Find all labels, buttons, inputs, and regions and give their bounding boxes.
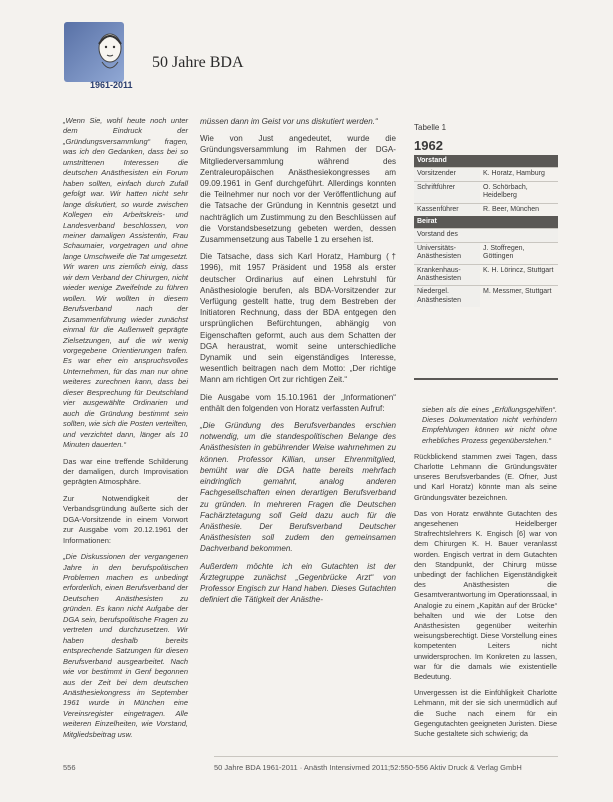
bda-anniversary-logo (64, 22, 154, 94)
quote-paragraph: Außerdem möchte ich ein Gutachten ist der Ärztegruppe zunächst „Gegenbrücke Arzt“ von Professor Engisch zur Hand haben. Dieses Gutachten definiert die Tätigkeit der Anästhe- (200, 561, 396, 605)
text-column-3 (414, 405, 557, 745)
footer-citation: 50 Jahre BDA 1961-2011 · Anästh Intensivmed 2011;52:550-556 Aktiv Druck & Verlag GmbH (214, 763, 522, 772)
quote-paragraph: „Wenn Sie, wohl heute noch unter dem Eindruck der „Gründungsversammlung“ fragen, was ich den Gedanken, dass bei so umstrittenen Interessen die deutschen Anästhesisten ein Forum haben sollten, einfach durch Zufall gefolgt war. Wir hatten nicht sehr lange diskutiert, so wurde zwischen Kollegen ein Arbeitskreis- und Landesverband beschlossen, von meiner damaligen Assistentin, Frau Schaumaier, vorgetragen und ohne lange Umschweife die Tat umgesetzt. Wir waren uns ziemlich einig, dass wir dem Verband der Chirurgen, nicht wieder wenige Zweifelnde zu führen wollen. Wir wollten in diesem Berufsverband nach der Zusammenführung wieder zunächst einmal für die Außenwelt geprägte Zielsetzungen, auf die wir wenig vorgegebene Orientierungen trafen. Es war eher ein anspruchsvolles Unternehmen, für das man nur ohne weiteres zurechnen kann, dass bei dieser Besprechung für Deutschland vier ausgewählte Ordinarien und auch die Gründung bestimmt sein sollten, wie sich die Posten verteilten, und verzichtet dann, länger als 10 Minuten dauerten.“ (63, 116, 188, 450)
quote-paragraph: sieben als die eines „Erfüllungsgehilfen“. Dieses Dokumentation nicht verhindern Empfehlungen können wir nicht ohne erhebliches Prozess gegenüberstehen.“ (422, 405, 557, 445)
text-column-2 (200, 116, 396, 611)
body-paragraph: Die Ausgabe vom 15.10.1961 der „Informationen“ enthält den folgenden von Horatz verfassten Aufruf: (200, 392, 396, 413)
quote-paragraph: „Die Gründung des Berufsverbandes erschien notwendig, um die standespolitischen Belange des Anästhesisten in gebührender Weise wahrnehmen zu können. Professor Killian, unser Ehrenmitglied, bemüht war die DGA hatte bereits mehrfach eindringlich gemahnt, analog anderen Fachgesellschaften einen derartigen Berufsverband zu gründen. In mehreren Fragen die Deutschen Fachärztetagung soll Geld dazu auch für die Anästhesie. Der Berufsverband Deutscher Anästhesisten soll zudem den gemeinsamen Dachverband bekommen. (200, 421, 396, 554)
table-row: Schriftführer O. Schörbach, Heidelberg (414, 181, 558, 203)
body-paragraph: Rückblickend stammen zwei Tagen, dass Charlotte Lehmann die Gründungsväter unseres Berufsverbandes (E. Ofner, Just und Karl Horatz) könnte man als seine Gründungsväter bezeichnen. (414, 451, 557, 502)
table-bottom-rule (414, 378, 558, 380)
footer-rule (214, 756, 558, 757)
table-year: 1962 (414, 138, 443, 153)
table-section-header: Beirat (414, 216, 558, 229)
body-paragraph: Das war eine treffende Schilderung der damaligen, durch Improvisation geprägten Atmosphäre. (63, 456, 188, 487)
body-paragraph: Die Tatsache, dass sich Karl Horatz, Hamburg († 1996), mit 1957 Präsident und 1958 als erster deutscher Ordinarius auf einen Lehrstuhl für Anästhesiologie berufen, als BDA-Vorsitzender zur Verfügung gestellt hatte, trug dem Bestreben der Initiatoren Rechnung, dass der BDA entgegen den ursprünglichen Befürchtungen, abhängig von Eigenschaften geformt, auch aus dem Schatten der DGA heraustrat, womit seine unterschiedliche Dynamik und sein eigenständiges Interesse, wesentlich beitragen nach dem Motto: „Der richtige Mann am richtigen Ort zur richtigen Zeit.“ (200, 252, 396, 385)
page-number: 556 (63, 763, 76, 772)
table-row: Universitäts-Anästhesisten J. Stoffregen, Göttingen (414, 242, 558, 264)
table-row: Niedergel. Anästhesisten M. Messmer, Stuttgart (414, 286, 558, 307)
board-table (414, 155, 558, 307)
body-paragraph: Zur Notwendigkeit der Verbandsgründung äußerte sich der DGA-Vorsitzende in einem Vorwort zur Ausgabe vom 20.12.1961 der Informationen: (63, 493, 188, 545)
table-row: Vorsitzender K. Horatz, Hamburg (414, 168, 558, 181)
body-paragraph: Das von Horatz erwähnte Gutachten des angesehenen Heidelberger Strafrechtslehrers K. Engisch [6] war von dem Chirurgen K. H. Bauer veranlasst worden. Engisch vertrat in dem Gutachten den Standpunkt, der Chirurg müsse unbedingt der fachlichen Eigenständigkeit des Anästhesisten die Gesamtverantwortung im Operationssaal, in Analogie zu einem „Kapitän auf der Brücke“ behalten und wie der Lotse den Anästhesisten gegenüber weiterhin weisungsberechtigt. Diese Vorstellung eines kompetenten Leiters nicht unwidersprochen. Im Konkreten zu lassen, war für die damals wie existentielle Bedeutung. (414, 508, 557, 682)
logo-years: 1961-2011 (90, 80, 133, 90)
quote-paragraph: müssen dann im Geist vor uns diskutiert werden.“ (200, 117, 378, 126)
table-section-header: Vorstand (414, 155, 558, 168)
body-paragraph: Wie von Just angedeutet, wurde die Gründungsversammlung im Rahmen der DGA-Mitgliederversammlung während des Zentraleuropäischen Anästhesiekongresses am 09.09.1961 in Genf durchgeführt. Allerdings konnten die Teilnehmer nur noch vor der Veröffentlichung auf die Tatsache der Gründung in Kenntnis gesetzt und nachträglich um Zustimmung zu den Beschlüssen auf die Vorstandsbesetzung gebeten werden, dessen Zusammensetzung aus Tabelle 1 zu ersehen ist. (200, 134, 396, 245)
table-row: Kassenführer R. Beer, München (414, 203, 558, 216)
table-row: Krankenhaus-Anästhesisten K. H. Lörincz, Stuttgart (414, 264, 558, 286)
table-caption: Tabelle 1 (414, 123, 447, 132)
quote-paragraph: „Die Diskussionen der vergangenen Jahre in den berufspolitischen Problemen machen es unbedingt erforderlich, einen Berufsverband der Deutschen Anästhesisten zu gründen. Es kann nicht Aufgabe der DGA sein, berufspolitische Fragen zu vertreten und durchzusetzen. Wir haben deshalb bereits entsprechende Satzungen für diesen Berufsverband ausgearbeitet. Nach wie vor bestimmt in Genf begonnen aus der Zeit bei dem deutschen Anästhesiekongress im September 1961 wurde in München eine Vereinsregister eingetragen. Alle weiteren Einzelheiten, wie Vorstand, Mitgliedsbeitrag usw. (63, 552, 188, 739)
header-title: 50 Jahre BDA (152, 54, 244, 71)
text-column-1 (63, 116, 188, 746)
logo-face-icon (92, 28, 128, 74)
body-paragraph: Unvergessen ist die Einfühligkeit Charlotte Lehmann, mit der sie sich unermüdlich auf die Suche nach einem für ein Gegengutachten geeigneten Juristen. Diese Suche gestaltete sich schwierig; da (414, 688, 557, 739)
table-row: Vorstand des (414, 229, 558, 242)
